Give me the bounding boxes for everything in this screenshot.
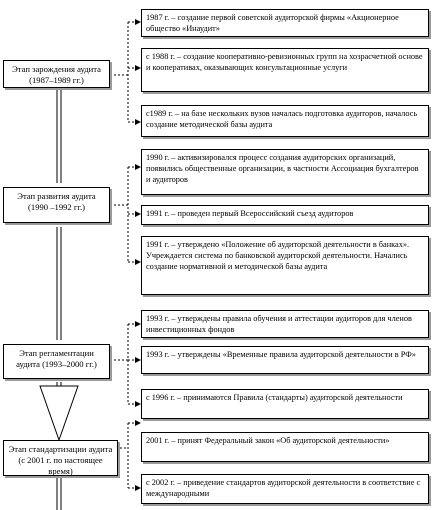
stage-box-4: Этап стандартизации аудита (с 2001 г. по настоящее время) [3, 440, 118, 476]
event-box-4-2: с 2002 г. – приведение стандартов аудиторской деятельности в соответствие с международными [141, 474, 429, 504]
event-box-1-1: 1987 г. – создание первой советской аудиторской фирмы «Акционерное общество «Инаудит» [141, 9, 429, 37]
timeline-arrowhead [40, 386, 78, 440]
stage-box-1: Этап зарождения аудита (1987–1989 гг.) [3, 60, 110, 88]
event-box-2-1: 1990 г. – активизировался процесс создания аудиторских организаций, появились общественные организации, в частности Ассоциация бухгалтеров и аудиторов [141, 149, 429, 195]
event-box-4-1: 2001 г. – принят Федеральный закон «Об аудиторской деятельности» [141, 432, 429, 462]
event-box-1-3: с1989 г. – на базе нескольких вузов началась подготовка аудиторов, началось создание методической базы аудита [141, 105, 429, 137]
event-box-2-3: 1991 г. – утверждено «Положение об аудиторской деятельности в банках». Учреждается система по банковской аудиторской деятельности. Начались создание нормативной и методической базы аудита [141, 236, 429, 295]
event-box-1-2: с 1988 г. – создание кооперативно-ревизионных групп на хозрасчетной основе и кооперативах, оказывающих консультационные услуги [141, 48, 429, 92]
stage-box-2: Этап развития аудита (1990 –1992 гг.) [3, 187, 110, 223]
event-box-3-1: 1993 г. – утверждены правила обучения и аттестации аудиторов для членов инвестиционных фондов [141, 310, 429, 338]
stage-box-3: Этап регламентации аудита (1993–2000 гг.) [3, 344, 110, 379]
event-box-3-3: с 1996 г. – принимаются Правила (стандарты) аудиторской деятельности [141, 389, 429, 419]
event-box-3-2: 1993 г. – утверждены «Временные правила аудиторской деятельности в РФ» [141, 346, 429, 374]
event-box-2-2: 1991 г. – проведен первый Всероссийский съезд аудиторов [141, 205, 429, 225]
